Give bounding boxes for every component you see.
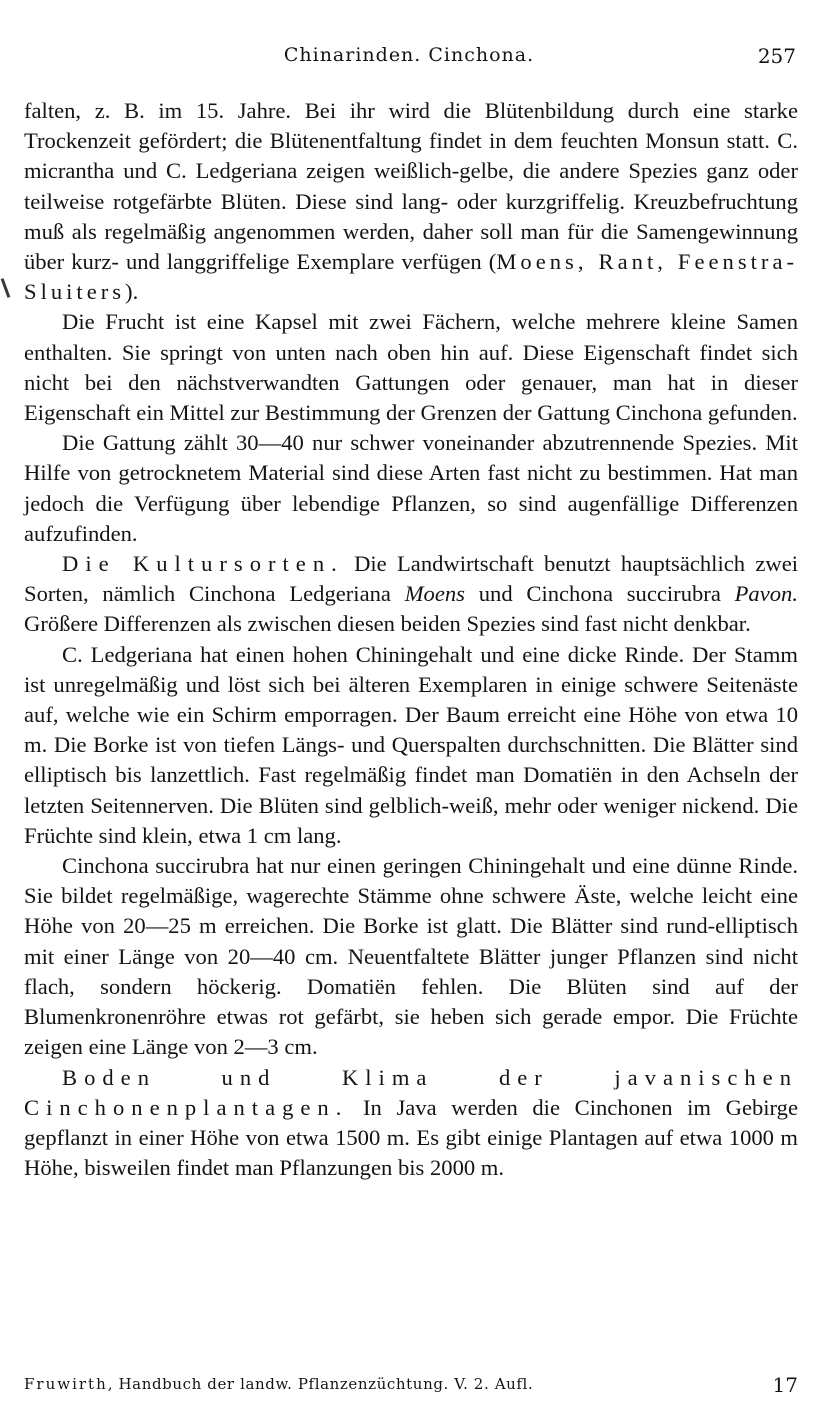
author-name: Pavon. [734,581,798,607]
paragraph-succirubra: Cinchona succirubra hat nur einen geringen Chiningehalt und eine dünne Rinde. Sie bildet regelmäßige, wagerechte Stämme ohne schwere Äste, welche leicht eine Höhe von 20—25 m erreichen. Die Borke ist glatt. Die Blätter sind rund-elliptisch mit einer Länge von 20—40 cm. Neuentfaltete Blätter junger Pflanzen sind nicht flach, sondern höckerig. Domatiën fehlen. Die Blüten sind auf der Blumenkronenröhre etwas rot gefärbt, sie heben sich gerade empor. Die Früchte zeigen eine Länge von 2—3 cm. [24,853,798,1060]
paragraph-text: Die Landwirtschaft benutzt hauptsächlich zwei Sorten, nämlich Cinchona Ledgeriana [24,551,798,607]
paragraph-ledgeriana: C. Ledgeriana hat einen hohen Chiningehalt und eine dicke Rinde. Der Stamm ist unregelmäßig und löst sich bei älteren Exemplaren in einige schwere Seitenäste auf, welche wie ein Schirm emporragen. Der Baum erreicht eine Höhe von etwa 10 m. Die Borke ist von tiefen Längs- und Querspalten durchschnitten. Die Blätter sind elliptisch bis lanzettlich. Fast regelmäßig findet man Domatiën in den Achseln der letzten Seitennerven. Die Blüten sind gelblich-weiß, mehr oder weniger nickend. Die Früchte sind klein, etwa 1 cm lang. [24,641,798,848]
margin-mark [1,278,11,298]
paragraph-text: falten, z. B. im 15. Jahre. Bei ihr wird die Blütenbildung durch eine starke Trockenzeit gefördert; die Blütenentfaltung findet in dem feuchten Monsun statt. C. micrantha und C. Ledgeriana zeigen weißlich-gelbe, die andere Spezies ganz oder teilweise rotgefärbte Blüten. Diese sind lang- oder kurzgriffelig. Kreuzbefruchtung muß als regelmäßig angenommen werden, daher soll man für die Samengewinnung über kurz- und langgriffelige Exemplare verfügen ( [24,98,798,275]
paragraph-flowering [24,96,798,307]
running-title: Chinarinden. Cinchona. [283,44,535,66]
paragraph-cultivars [24,549,798,640]
paragraph-text: Größere Differenzen als zwischen diesen beiden Spezies sind fast nicht denkbar. [24,611,751,637]
footer-author: Fruwirth [24,1375,108,1393]
paragraph-genus: Die Gattung zählt 30—40 nur schwer voneinander abzutrennende Spezies. Mit Hilfe von getrocknetem Material sind diese Arten fast nicht zu bestimmen. Hat man jedoch die Verfügung über lebendige Pflanzen, so sind augenfällige Differenzen aufzufinden. [24,430,798,546]
paragraph-fruit: Die Frucht ist eine Kapsel mit zwei Fächern, welche mehrere kleine Samen enthalten. Sie springt von unten nach oben hin auf. Diese Eigenschaft findet sich nicht bei den nächstverwandten Gattungen oder genauer, man hat in dieser Eigenschaft ein Mittel zur Bestimmung der Grenzen der Gattung Cinchona gefunden. [24,309,798,426]
page-number: 257 [757,44,796,68]
running-header [22,44,796,74]
footer-citation [24,1375,533,1393]
section-heading-kultursorten: Die Kultursorten. [62,551,344,577]
paragraph-text: und Cinchona succirubra [464,581,735,607]
paragraph-soil-climate [24,1063,798,1184]
paragraph-text: In Java werden die Cinchonen im Gebirge gepflanzt in einer Höhe von etwa 1500 m. Es gibt einige Plantagen auf etwa 1000 m Höhe, bisweilen findet man Pflanzungen bis 2000 m. [24,1094,798,1181]
signature-mark: 17 [772,1373,798,1397]
footer-title: , Handbuch der landw. Pflanzenzüchtung. V. 2. Aufl. [107,1375,534,1393]
section-heading-boden-klima: Boden und Klima der javanischen Cinchonenplantagen. [24,1064,798,1120]
body-text [24,96,798,1183]
paragraph-text: ). [125,279,139,305]
page-footer [24,1375,798,1399]
author-names: Moens, Rant, Feenstra-Sluiters [24,249,798,305]
author-name: Moens [404,581,465,607]
